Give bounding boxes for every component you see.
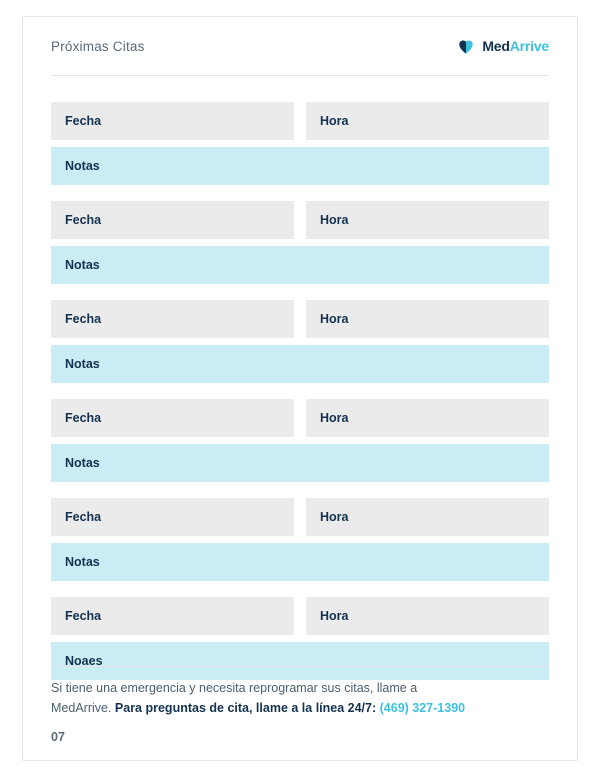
appointment-header-cells xyxy=(51,399,549,437)
time-field[interactable]: Hora xyxy=(306,102,549,140)
date-field[interactable]: Fecha xyxy=(51,597,294,635)
appointment-header-cells xyxy=(51,498,549,536)
notes-field[interactable]: Notas xyxy=(51,345,549,383)
heart-logo-icon xyxy=(456,36,476,56)
notes-field[interactable]: Notas xyxy=(51,246,549,284)
appointment-header-cells xyxy=(51,102,549,140)
page-header xyxy=(51,17,549,76)
appointment-header-cells xyxy=(51,300,549,338)
brand-logo-group xyxy=(456,36,549,56)
appointment-header-cells xyxy=(51,201,549,239)
brand-name-arrive: Arrive xyxy=(509,38,549,54)
date-field[interactable]: Fecha xyxy=(51,498,294,536)
brand-name-med: Med xyxy=(482,38,510,54)
date-field[interactable]: Fecha xyxy=(51,399,294,437)
footer-phone-number[interactable]: (469) 327-1390 xyxy=(379,700,466,715)
appointment-row xyxy=(51,399,549,482)
page-title: Próximas Citas xyxy=(51,38,145,54)
footer-divider xyxy=(51,666,549,667)
footer-line-1: Si tiene una emergencia y necesita reprogramar sus citas, llame a xyxy=(51,681,418,696)
appointments-list xyxy=(51,76,549,680)
notes-field[interactable]: Notas xyxy=(51,147,549,185)
notes-field[interactable]: Noaes xyxy=(51,642,549,680)
date-field[interactable]: Fecha xyxy=(51,102,294,140)
appointment-row xyxy=(51,300,549,383)
notes-field[interactable]: Notas xyxy=(51,444,549,482)
page-footer xyxy=(51,666,549,744)
page-number: 07 xyxy=(51,730,65,744)
time-field[interactable]: Hora xyxy=(306,498,549,536)
footer-line-2-prefix: MedArrive. xyxy=(51,700,115,715)
appointment-header-cells xyxy=(51,597,549,635)
footer-notice xyxy=(51,679,549,718)
date-field[interactable]: Fecha xyxy=(51,300,294,338)
brand-name xyxy=(482,38,549,54)
appointment-row xyxy=(51,201,549,284)
notes-field[interactable]: Notas xyxy=(51,543,549,581)
date-field[interactable]: Fecha xyxy=(51,201,294,239)
appointment-row xyxy=(51,102,549,185)
time-field[interactable]: Hora xyxy=(306,300,549,338)
time-field[interactable]: Hora xyxy=(306,597,549,635)
time-field[interactable]: Hora xyxy=(306,399,549,437)
footer-line-2-strong: Para preguntas de cita, llame a la línea 24/7: xyxy=(114,700,380,715)
page-sheet xyxy=(22,16,578,761)
appointment-row xyxy=(51,498,549,581)
time-field[interactable]: Hora xyxy=(306,201,549,239)
